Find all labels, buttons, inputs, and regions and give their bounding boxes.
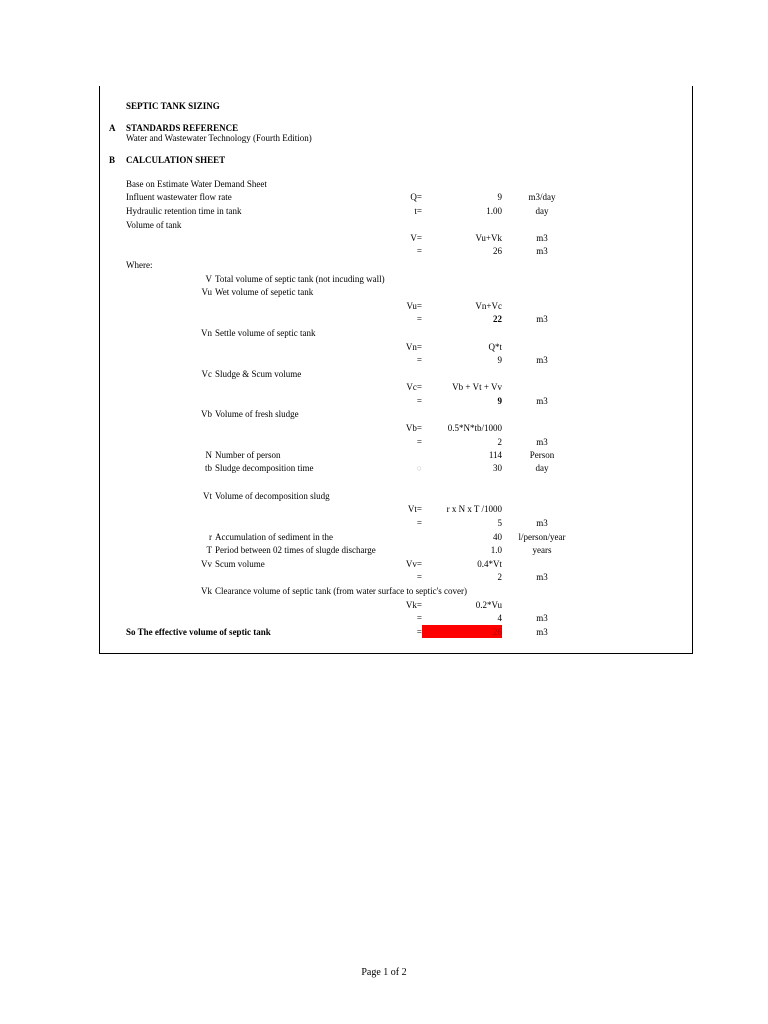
n-unit: Person: [529, 450, 555, 460]
vu-formula-value: Vn+Vc: [475, 301, 502, 311]
vb-formula-value: 0.5*N*tb/1000: [447, 423, 502, 433]
vc-result-eq: =: [416, 396, 422, 406]
section-a-letter: A: [109, 123, 116, 133]
vu-result-unit: m3: [536, 314, 548, 324]
v-symbol: V: [205, 274, 212, 284]
vb-result-eq: =: [416, 437, 422, 447]
vt-result-unit: m3: [536, 518, 548, 528]
tb-symbol: tb: [204, 463, 212, 473]
volume-label: Volume of tank: [126, 220, 182, 230]
vk-formula-value: 0.2*Vu: [475, 600, 502, 610]
v-formula-eq: V=: [410, 233, 422, 243]
vk-description: Clearance volume of septic tank (from water surface to septic's cover): [215, 586, 468, 596]
vb-formula-eq: Vb=: [405, 423, 422, 433]
vt-result-eq: =: [416, 518, 422, 528]
vt-result-value: 5: [497, 518, 502, 528]
flow-unit: m3/day: [528, 192, 556, 202]
vc-formula-eq: Vc=: [406, 382, 422, 392]
t-symbol: T: [206, 545, 212, 555]
vu-result-value: 22: [493, 314, 502, 324]
vb-result-value: 2: [497, 437, 502, 447]
section-a-heading: STANDARDS REFERENCE: [126, 123, 239, 133]
vv-formula-value: 0.4*Vt: [477, 559, 502, 569]
vv-result-unit: m3: [536, 572, 548, 582]
flow-eq: Q=: [410, 192, 422, 202]
vc-result-value: 9: [497, 396, 502, 406]
vc-formula-value: Vb + Vt + Vv: [452, 382, 502, 392]
vk-formula-eq: Vk=: [405, 600, 422, 610]
vn-result-eq: =: [416, 355, 422, 365]
vv-result-value: 2: [497, 572, 502, 582]
vb-result-unit: m3: [536, 437, 548, 447]
page-number: Page 1 of 2: [361, 967, 407, 978]
vu-symbol: Vu: [201, 287, 212, 297]
vt-description: Volume of decomposition sludg: [215, 491, 330, 501]
vt-symbol: Vt: [203, 491, 212, 501]
vv-description: Scum volume: [215, 559, 265, 569]
vk-result-value: 4: [497, 613, 502, 623]
v-formula-unit: m3: [536, 233, 548, 243]
vn-formula-eq: Vn=: [405, 342, 422, 352]
section-b-letter: B: [109, 155, 116, 165]
where-label: Where:: [126, 260, 153, 270]
retention-eq: t=: [414, 206, 422, 216]
sheet-title: SEPTIC TANK SIZING: [126, 101, 220, 111]
tb-value: 30: [493, 463, 502, 473]
vt-formula-value: r x N x T /1000: [446, 504, 502, 514]
v-formula-value: Vu+Vk: [475, 233, 502, 243]
vu-result-eq: =: [416, 314, 422, 324]
v-result-value: 26: [493, 246, 502, 256]
vv-formula-eq: Vv=: [405, 559, 422, 569]
tb-mark: ○: [416, 463, 422, 473]
vn-symbol: Vn: [201, 328, 212, 338]
vk-symbol: Vk: [201, 586, 212, 596]
tb-description: Sludge decomposition time: [215, 463, 314, 473]
tb-unit: day: [535, 463, 549, 473]
vc-description: Sludge & Scum volume: [215, 369, 302, 379]
flow-value: 9: [497, 192, 502, 202]
vu-description: Wet volume of sepetic tank: [215, 287, 314, 297]
vb-symbol: Vb: [201, 409, 212, 419]
v-description: Total volume of septic tank (not incuding wall): [215, 274, 385, 284]
n-value: 114: [488, 450, 502, 460]
retention-unit: day: [535, 206, 549, 216]
r-symbol: r: [209, 532, 212, 542]
t-value: 1.0: [490, 545, 502, 555]
effective-volume-eq: =: [416, 627, 422, 637]
vk-result-eq: =: [416, 613, 422, 623]
base-note: Base on Estimate Water Demand Sheet: [126, 179, 267, 189]
vv-symbol: Vv: [201, 559, 212, 569]
r-description: Accumulation of sediment in the: [215, 532, 333, 542]
r-unit: l/person/year: [518, 532, 566, 542]
t-description: Period between 02 times of slugde discharge: [215, 545, 376, 555]
vn-formula-value: Q*t: [488, 342, 502, 352]
n-symbol: N: [205, 450, 212, 460]
standards-reference: Water and Wastewater Technology (Fourth Edition): [126, 133, 312, 143]
vn-result-unit: m3: [536, 355, 548, 365]
v-result-eq: =: [416, 246, 422, 256]
t-unit: years: [532, 545, 552, 555]
vc-result-unit: m3: [536, 396, 548, 406]
vc-symbol: Vc: [201, 369, 212, 379]
retention-value: 1.00: [486, 206, 502, 216]
vn-result-value: 9: [497, 355, 502, 365]
effective-volume-unit: m3: [536, 627, 548, 637]
v-result-unit: m3: [536, 246, 548, 256]
section-b-heading: CALCULATION SHEET: [126, 155, 226, 165]
vt-formula-eq: Vt=: [407, 504, 422, 514]
vu-formula-eq: Vu=: [406, 301, 422, 311]
n-description: Number of person: [215, 450, 281, 460]
retention-label: Hydraulic retention time in tank: [126, 206, 242, 216]
effective-volume-label: So The effective volume of septic tank: [126, 627, 271, 637]
vv-result-eq: =: [416, 572, 422, 582]
effective-volume-value: 26: [493, 627, 502, 637]
vk-result-unit: m3: [536, 613, 548, 623]
flow-label: Influent wastewater flow rate: [126, 192, 232, 202]
vb-description: Volume of fresh sludge: [215, 409, 299, 419]
r-value: 40: [493, 532, 502, 542]
vn-description: Settle volume of septic tank: [215, 328, 316, 338]
